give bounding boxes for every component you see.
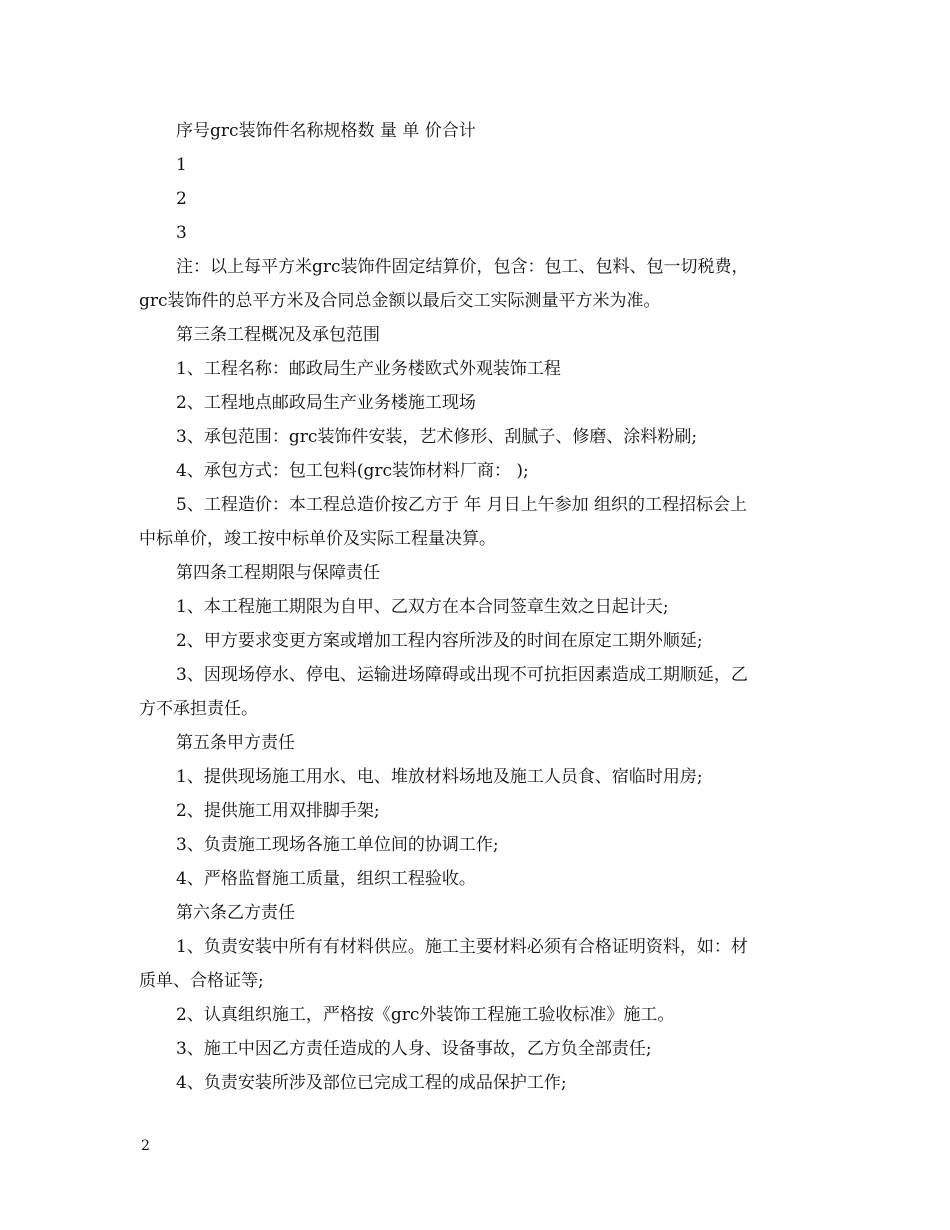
text-line: 1 <box>176 155 187 175</box>
text-line: 注：以上每平方米grc装饰件固定结算价，包含：包工、包料、包一切税费， <box>176 257 749 277</box>
text-line: 1、工程名称：邮政局生产业务楼欧式外观装饰工程 <box>176 359 561 379</box>
text-line: 2 <box>176 189 187 209</box>
text-line: 1、提供现场施工用水、电、堆放材料场地及施工人员食、宿临时用房; <box>176 767 703 787</box>
text-line: 中标单价，竣工按中标单价及实际工程量决算。 <box>139 529 496 549</box>
text-line: 2、工程地点邮政局生产业务楼施工现场 <box>176 393 476 413</box>
text-line: 第三条工程概况及承包范围 <box>176 325 380 345</box>
text-line: 1、本工程施工期限为自甲、乙双方在本合同签章生效之日起计天; <box>176 597 669 617</box>
text-line: 3、承包范围：grc装饰件安装，艺术修形、刮腻子、修磨、涂料粉刷; <box>176 427 698 447</box>
text-line: 4、负责安装所涉及部位已完成工程的成品保护工作; <box>176 1073 567 1093</box>
text-line: 质单、合格证等; <box>139 971 264 991</box>
text-line: 第四条工程期限与保障责任 <box>176 563 380 583</box>
text-line: 1、负责安装中所有有材料供应。施工主要材料必须有合格证明资料，如：材 <box>176 937 748 957</box>
text-line: 3、因现场停水、停电、运输进场障碍或出现不可抗拒因素造成工期顺延，乙 <box>176 665 748 685</box>
text-line: 第六条乙方责任 <box>176 903 295 923</box>
text-line: 方不承担责任。 <box>139 699 258 719</box>
text-line: 第五条甲方责任 <box>176 733 295 753</box>
text-line: 3 <box>176 223 187 243</box>
text-line: 5、工程造价：本工程总造价按乙方于 年 月日上午参加 组织的工程招标会上 <box>176 495 748 515</box>
text-line: 4、承包方式：包工包料(grc装饰材料厂商： ); <box>176 461 529 481</box>
text-line: 2、甲方要求变更方案或增加工程内容所涉及的时间在原定工期外顺延; <box>176 631 703 651</box>
text-line: 4、严格监督施工质量，组织工程验收。 <box>176 869 476 889</box>
text-line: 3、施工中因乙方责任造成的人身、设备事故，乙方负全部责任; <box>176 1039 652 1059</box>
text-line: 2、认真组织施工，严格按《grc外装饰工程施工验收标准》施工。 <box>176 1005 675 1025</box>
document-body <box>139 114 819 1100</box>
text-line: 序号grc装饰件名称规格数 量 单 价合计 <box>176 121 476 141</box>
text-line: 3、负责施工现场各施工单位间的协调工作; <box>176 835 499 855</box>
page-number: 2 <box>141 1138 150 1154</box>
text-line: 2、提供施工用双排脚手架; <box>176 801 380 821</box>
text-line: grc装饰件的总平方米及合同总金额以最后交工实际测量平方米为准。 <box>139 291 661 311</box>
